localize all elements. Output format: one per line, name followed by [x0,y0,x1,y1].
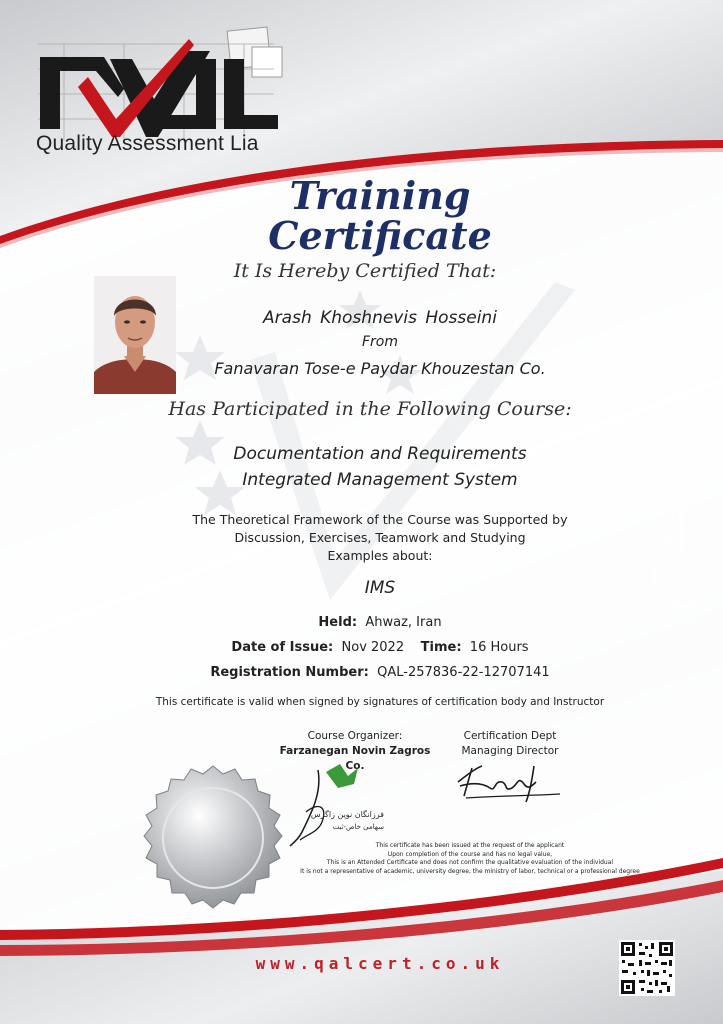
framework-line-2: Discussion, Exercises, Teamwork and Studying [234,530,526,545]
stamp-text-2: سهامی خاص-ثبت [332,823,384,831]
stamp-text-1: فرزانگان نوین زاگرس [310,810,384,819]
held-value: Ahwaz, Iran [365,615,442,630]
held-label: Held: [318,615,358,630]
framework-statement [150,511,610,565]
from-label: From [361,334,398,350]
date-of-issue-label: Date of Issue: [231,640,334,655]
disclaimer-line-1: This certificate has been issued at the request of the applicant [375,842,565,849]
disclaimer [300,842,640,876]
time-label: Time: [420,640,462,655]
registration-value: QAL-257836-22-12707141 [377,665,550,680]
validity-statement: This certificate is valid when signed by signatures of certification body and Instructor [155,696,605,708]
certification-dept [450,729,570,759]
hereby-certified: It Is Hereby Certified That: [233,260,497,282]
disclaimer-line-2: Upon completion of the course and has no legal value, [387,850,553,858]
framework-line-1: The Theoretical Framework of the Course was Supported by [192,512,568,527]
course-line-2: Integrated Management System [242,470,518,490]
director-signature [454,760,564,810]
registration-label: Registration Number: [210,665,369,680]
registration-row [150,665,610,680]
disclaimer-line-3: This is an Attended Certificate and does not confirm the qualitative evaluation of the individual [326,859,614,866]
logo-tagline: Quality Assessment Lia [36,132,259,155]
cert-dept-line-1: Certification Dept [463,730,557,742]
recipient-name: Arash Khoshnevis Hosseini [263,308,497,328]
organizer-label: Course Organizer: [307,730,403,742]
cert-dept-line-2: Managing Director [461,745,559,757]
course-line-1: Documentation and Requirements [233,444,527,464]
held-row [150,615,610,630]
silver-seal [133,762,293,922]
qr-code[interactable] [619,940,675,996]
certificate-title [170,173,590,258]
organizer-stamp [288,762,398,847]
disclaimer-line-4: It is not a representative of academic, university degree, the ministry of labor, technical or a professional degree [300,867,640,875]
time-value: 16 Hours [469,640,529,655]
date-of-issue-value: Nov 2022 [341,640,405,655]
website-url[interactable]: www.qalcert.co.uk [255,954,505,973]
title-line-2: Certificate [268,213,492,258]
course-topic: IMS [364,578,396,598]
organizer-name: Farzanegan Novin Zagros Co. [279,745,431,772]
recipient-company: Fanavaran Tose-e Paydar Khouzestan Co. [214,359,546,378]
framework-line-3: Examples about: [327,548,433,563]
date-time-row [150,640,610,655]
title-line-1: Training [289,173,471,218]
course-title [150,441,610,493]
participated-statement: Has Participated in the Following Course: [168,398,572,420]
